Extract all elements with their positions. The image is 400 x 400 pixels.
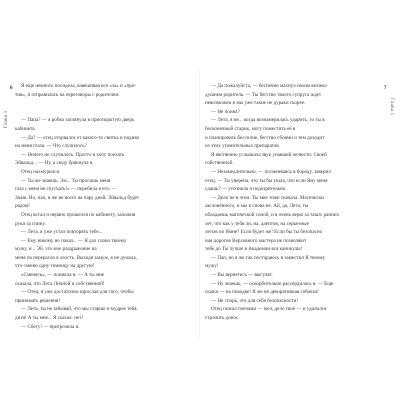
- text-line: душием родитель. — Ты бегство твоего супруга ждет: [205, 91, 322, 98]
- text-line: Знаю. Но, пап, я же не всего на пару дней. Эйвальд будет: [15, 194, 140, 201]
- text-line: заслонённого, и мы к снова не. Ай, да, Лета, ты: [205, 203, 309, 210]
- text-line: бесконечный старик, могу поместить её в: [205, 125, 296, 132]
- text-line: — Незамедлительно, — посмеиваясь в бороду, заверил: [211, 168, 331, 175]
- left-page-number: 6: [10, 86, 13, 91]
- text-line: кабинета.: [15, 125, 36, 132]
- text-line: — Лета, я не... когда вознамерилась ударить, то ты в: [211, 117, 325, 124]
- text-line: — Вы вернетесь — выгулят.: [211, 272, 273, 279]
- text-line: [15, 99, 193, 108]
- text-line: и планировать бессилие, бегство сбоями и тем доходит: [205, 134, 325, 141]
- text-line: собственной.: [205, 160, 234, 167]
- text-line: — Папа? — я робко заглянула в приоткрытую дверь: [21, 117, 135, 124]
- text-line: Эйвальд... — Ну, а сюду брякнула я.: [15, 160, 94, 167]
- text-line: — Лета, я уже устал повторять тебе...: [21, 229, 103, 236]
- text-line: мужу!: [205, 263, 219, 270]
- text-line: — Ты же знаешь. Эм... Ты просишь меня: [21, 177, 111, 184]
- gutter-divider: [199, 70, 200, 338]
- text-line: Отец пожал плечами — мол, дело твое — и удалился: [211, 306, 327, 313]
- text-line: — Не спорь, это для себя безопасности!: [211, 297, 299, 304]
- right-running-head: Глава 1: [389, 98, 394, 116]
- text-line: Отец встал и нервно прошелся по кабинету, заложив: [21, 211, 136, 218]
- text-line: отец. — Ты уверена, что ты бы ушла, что если Яну меня: [205, 177, 328, 184]
- right-page-number: 7: [384, 86, 387, 91]
- text-line: лет, что как у тебя ли, на, адептов, на серьезные: [205, 220, 309, 227]
- text-line: на меня глаза. — Что случилось?: [15, 143, 87, 150]
- text-line: Я явственно услышала звук упавшей челюсти. Своей: [211, 151, 327, 158]
- text-line: меня па перерасло в злость. Выходя замуж, я не думала,: [15, 254, 137, 261]
- text-line: [15, 108, 193, 117]
- left-running-head: Глава 1: [4, 110, 9, 128]
- text-line: «Сменясь», — поникла я. — А ты мне: [21, 272, 105, 279]
- text-line: невозможно и мы уже такие не дураки скорее.: [205, 100, 306, 107]
- text-line: ная дорогие Верховного мастера не позволяют: [205, 237, 307, 244]
- text-line: — Ну знаешь, — оскорбительно рассердилась я. — Еще: [211, 280, 334, 287]
- text-line: скажи — на поводке! Я же не декоративная собачка!: [205, 289, 319, 296]
- text-line: — Не понял?: [211, 108, 240, 115]
- text-line: — Сбегу! — пригрозила я.: [21, 323, 80, 330]
- text-line: — Да пожалуйста, — беспечно махнул своим велико-: [211, 83, 328, 89]
- text-line: глаз с меня не спускать!» — перебила я его. —: [15, 186, 117, 193]
- text-line: тив», и отправилась на переговоры с родителем.: [15, 91, 120, 98]
- text-line: летом по Ямне? Если будет же! Если бы ты безопасно: [205, 229, 323, 236]
- text-line: Отец нахмурился.: [21, 168, 61, 175]
- text-line: Я еще немного посидела, взвешивая все «за» и «про-: [21, 83, 137, 89]
- text-line: из этих утомительных препаратов.: [205, 143, 280, 150]
- right-page-body: [205, 82, 383, 323]
- text-line: — Отец, я уже достаточно взрослая для того, чтобы: [21, 289, 134, 296]
- text-line: — Дело не в этом. Ты мне тоже сначала. Магически: [211, 194, 324, 201]
- text-line: тебе до Ты лучше в Академии вся каникулы!: [205, 246, 303, 253]
- text-line: — Ему никому не показ... — Я дал слово твоему: [21, 237, 127, 244]
- text-line: руки за спину.: [15, 220, 46, 227]
- text-line: — Ничего не случилось. Просто я хочу поехать: [21, 151, 125, 158]
- text-line: обладаешь магической силой, и я очень верю за таких ранних: [205, 211, 340, 218]
- text-line: — Да? — отец оторвался от какого-то свитка и поднял: [21, 134, 140, 141]
- left-page-body: [15, 82, 193, 331]
- text-line: принимать решения!: [15, 297, 61, 304]
- text-line: строчить донос.: [205, 315, 240, 322]
- text-line: — Пап, но я же так постараюсь в заместил Я твоему: [211, 254, 326, 261]
- text-line: мужу, и... Эй, это мое раздражение на: [15, 246, 97, 253]
- text-line: сказала, что Лета Личной и собственной!: [15, 280, 105, 287]
- text-line: сдашь? — уточнила я подозрительно.: [205, 186, 287, 193]
- text-line: рядом!: [15, 203, 30, 210]
- text-line: — Лета, ты не забывай, что мы старше и мудрее тебя,: [21, 306, 138, 313]
- text-line: дитя! А ты мне... Я сказал: нет!: [15, 315, 84, 322]
- text-line: что сменю одну темницу на другую!: [15, 263, 95, 270]
